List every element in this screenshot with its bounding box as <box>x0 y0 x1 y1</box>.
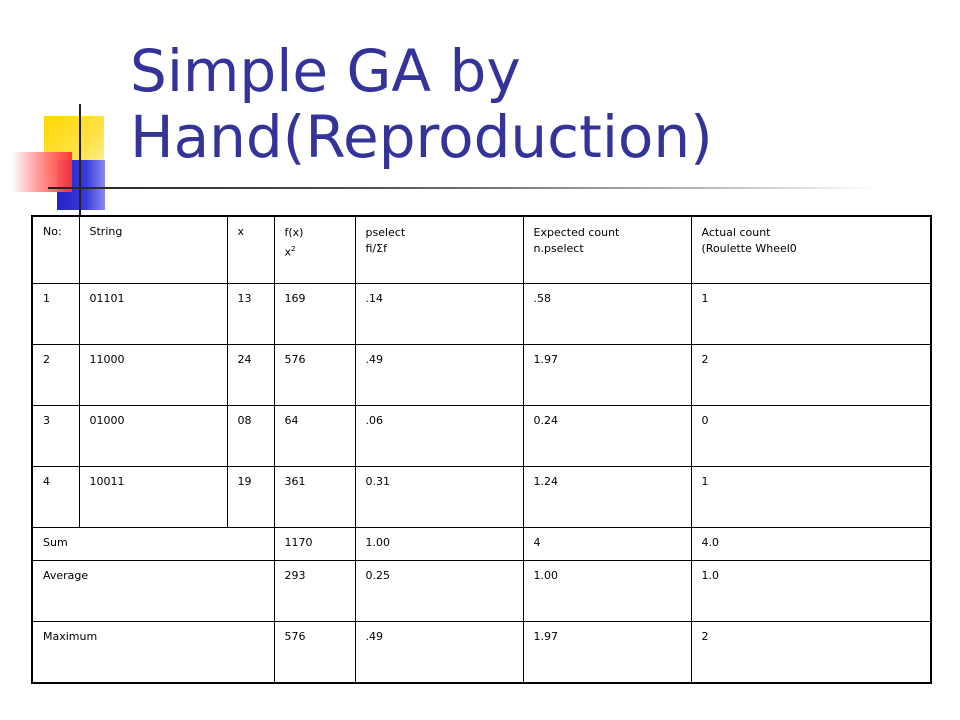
header-string: String <box>79 216 227 284</box>
cell-x: 13 <box>227 284 274 345</box>
summary-row-average <box>32 561 931 622</box>
summary-fx: 1170 <box>274 528 355 561</box>
cell-fx: 576 <box>274 345 355 406</box>
summary-fx: 576 <box>274 622 355 684</box>
cell-string: 01101 <box>79 284 227 345</box>
cell-no: 1 <box>32 284 79 345</box>
cell-pselect: .49 <box>355 345 523 406</box>
header-actual-line2: (Roulette Wheel0 <box>701 242 797 255</box>
header-no: No: <box>32 216 79 284</box>
cell-fx: 64 <box>274 406 355 467</box>
cell-fx: 361 <box>274 467 355 528</box>
cell-expected: 0.24 <box>523 406 691 467</box>
summary-label: Maximum <box>32 622 274 684</box>
summary-fx: 293 <box>274 561 355 622</box>
summary-actual: 2 <box>691 622 931 684</box>
table-row <box>32 345 931 406</box>
cell-x: 24 <box>227 345 274 406</box>
slide-title <box>130 38 713 170</box>
header-fx-line1: f(x) <box>284 226 304 239</box>
header-actual-line1: Actual count <box>701 226 771 239</box>
header-pselect-line2: fi/Σf <box>365 242 387 255</box>
table-row <box>32 467 931 528</box>
cell-expected: 1.24 <box>523 467 691 528</box>
cell-expected: 1.97 <box>523 345 691 406</box>
header-fx <box>274 216 355 284</box>
header-fx-base: x <box>284 245 292 259</box>
cell-no: 2 <box>32 345 79 406</box>
decor-vertical-line <box>79 104 81 216</box>
summary-pselect: 0.25 <box>355 561 523 622</box>
cell-pselect: .14 <box>355 284 523 345</box>
header-expected <box>523 216 691 284</box>
header-pselect <box>355 216 523 284</box>
header-fx-line2 <box>285 241 347 261</box>
summary-row-sum <box>32 528 931 561</box>
summary-pselect: .49 <box>355 622 523 684</box>
slide-title-line-1: Simple GA by <box>130 37 521 105</box>
table-row <box>32 284 931 345</box>
cell-string: 10011 <box>79 467 227 528</box>
cell-x: 08 <box>227 406 274 467</box>
table-header-row <box>32 216 931 284</box>
cell-string: 11000 <box>79 345 227 406</box>
cell-pselect: .06 <box>355 406 523 467</box>
decor-red-square <box>12 152 72 192</box>
table-row <box>32 406 931 467</box>
title-underline <box>48 187 878 189</box>
cell-no: 4 <box>32 467 79 528</box>
summary-actual: 1.0 <box>691 561 931 622</box>
summary-pselect: 1.00 <box>355 528 523 561</box>
cell-x: 19 <box>227 467 274 528</box>
reproduction-table <box>31 215 932 684</box>
cell-actual: 1 <box>691 284 931 345</box>
summary-row-maximum <box>32 622 931 684</box>
summary-expected: 1.00 <box>523 561 691 622</box>
summary-expected: 1.97 <box>523 622 691 684</box>
header-pselect-line1: pselect <box>365 226 406 239</box>
cell-pselect: 0.31 <box>355 467 523 528</box>
header-actual <box>691 216 931 284</box>
header-x: x <box>227 216 274 284</box>
summary-label: Average <box>32 561 274 622</box>
cell-string: 01000 <box>79 406 227 467</box>
header-expected-line2: n.pselect <box>533 242 584 255</box>
cell-actual: 1 <box>691 467 931 528</box>
header-fx-exponent: 2 <box>291 245 296 253</box>
summary-label: Sum <box>32 528 274 561</box>
header-expected-line1: Expected count <box>533 226 620 239</box>
summary-expected: 4 <box>523 528 691 561</box>
summary-actual: 4.0 <box>691 528 931 561</box>
cell-no: 3 <box>32 406 79 467</box>
cell-fx: 169 <box>274 284 355 345</box>
cell-actual: 0 <box>691 406 931 467</box>
slide-title-line-2: Hand(Reproduction) <box>130 103 713 171</box>
cell-actual: 2 <box>691 345 931 406</box>
cell-expected: .58 <box>523 284 691 345</box>
